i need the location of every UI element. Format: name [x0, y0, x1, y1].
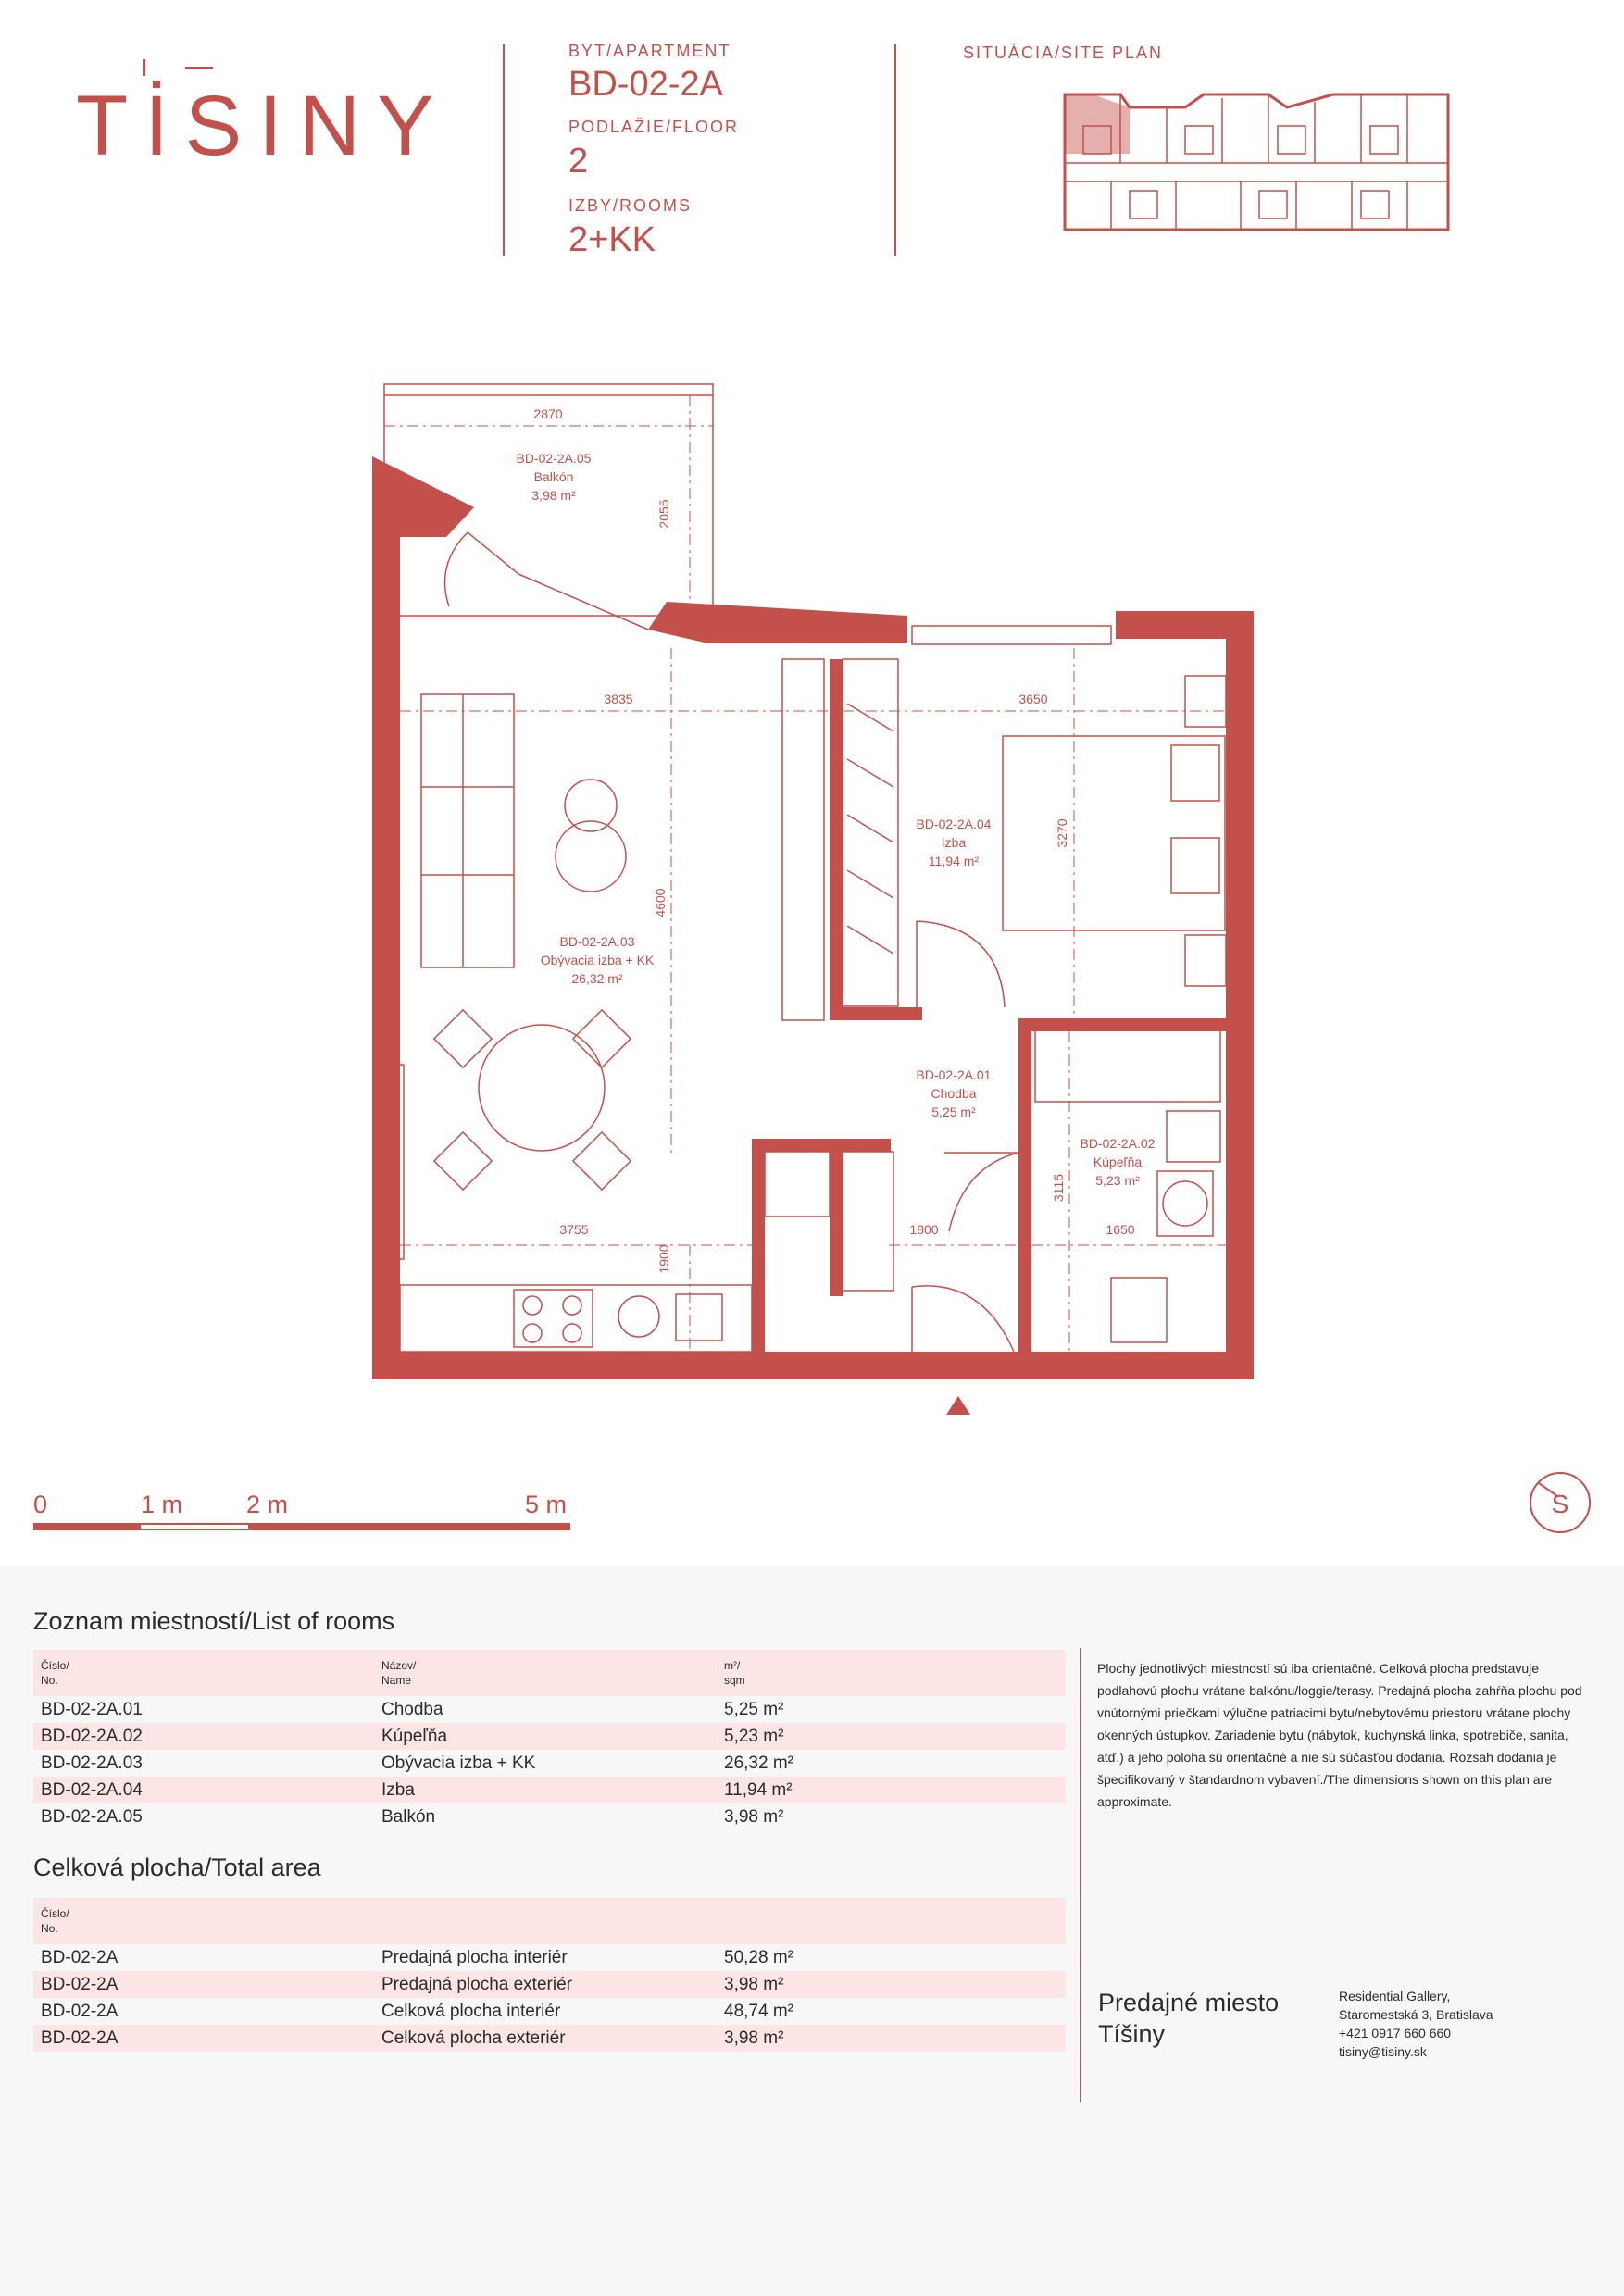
room-code: BD-02-2A.01	[916, 1067, 992, 1082]
scale-label: 0	[33, 1491, 48, 1518]
room-area: 26,32 m²	[571, 971, 623, 986]
cell-no: BD-02-2A.05	[41, 1807, 143, 1827]
dimension-label: 1800	[909, 1222, 939, 1237]
cell-no: BD-02-2A	[41, 2002, 119, 2021]
cell-name: Celková plocha exteriér	[381, 2028, 566, 2048]
cell-no: BD-02-2A	[41, 1975, 119, 1994]
cell-area: 26,32 m²	[724, 1753, 793, 1773]
nightstand	[1185, 935, 1226, 986]
dimension-label: 3755	[559, 1222, 589, 1237]
wall	[648, 602, 907, 643]
wall	[1226, 611, 1254, 1379]
cell-name: Predajná plocha interiér	[381, 1948, 568, 1967]
table-header	[33, 1650, 1066, 1696]
rooms-value: 2+KK	[568, 220, 656, 259]
room-area: 11,94 m²	[928, 854, 980, 868]
floor-plan	[0, 352, 1624, 1454]
info-divider	[1080, 1648, 1081, 2102]
table-row	[33, 2025, 1066, 2052]
table-row	[33, 1998, 1066, 2025]
cell-name: Predajná plocha exteriér	[381, 1975, 572, 1994]
bathtub	[1035, 1028, 1220, 1102]
dimension-label: 1900	[656, 1244, 671, 1274]
chair	[434, 1132, 492, 1190]
room-name: Kúpeľňa	[1093, 1154, 1143, 1169]
cell-area: 3,98 m²	[724, 2028, 784, 2048]
cell-no: BD-02-2A.03	[41, 1753, 143, 1773]
cell-area: 11,94 m²	[724, 1780, 793, 1800]
cell-name: Chodba	[381, 1700, 443, 1719]
wall	[1018, 1018, 1231, 1031]
cell-name: Obývacia izba + KK	[381, 1753, 536, 1773]
sink	[618, 1296, 659, 1337]
table-row	[33, 1803, 1066, 1830]
dimension-label: 1650	[1106, 1222, 1135, 1237]
address-line: Residential Gallery,	[1339, 1989, 1451, 2003]
entrance-door	[912, 1286, 1014, 1352]
chair	[573, 1132, 631, 1190]
washer	[1167, 1111, 1220, 1162]
cell-name: Celková plocha interiér	[381, 2002, 561, 2021]
wall	[372, 1065, 400, 1379]
coffee-table	[565, 780, 617, 831]
scale-label: 5 m	[525, 1491, 568, 1518]
total-area-table	[33, 1898, 1066, 2052]
scale-label: 1 m	[141, 1491, 183, 1518]
orientation-letter: S	[1551, 1490, 1569, 1518]
cell-name: Balkón	[381, 1807, 436, 1827]
cell-area: 48,74 m²	[724, 2002, 793, 2021]
table-row	[33, 1971, 1066, 1998]
wall	[830, 1007, 922, 1020]
address-line: Staromestská 3, Bratislava	[1339, 2007, 1493, 2022]
table-row	[33, 1750, 1066, 1777]
wall	[372, 1352, 1254, 1379]
wall	[752, 1139, 891, 1152]
dimension-label: 2055	[656, 499, 671, 529]
room-code: BD-02-2A.04	[916, 817, 992, 831]
floor-label: PODLAŽIE/FLOOR	[568, 118, 740, 136]
apartment-value: BD-02-2A	[568, 65, 723, 104]
orientation-badge	[1528, 1470, 1593, 1535]
dimension-label: 2870	[533, 406, 563, 421]
logo-mark	[139, 59, 222, 78]
cell-no: BD-02-2A	[41, 1948, 119, 1967]
dimension-label: 3270	[1055, 818, 1069, 848]
room-area: 5,25 m²	[931, 1104, 976, 1119]
sales-contact	[1339, 1987, 1493, 2061]
table-header	[33, 1898, 1066, 1944]
pillow	[1171, 838, 1219, 893]
cell-area: 5,25 m²	[724, 1700, 784, 1719]
pillow	[1171, 745, 1219, 801]
chair	[434, 1010, 492, 1067]
entrance-arrow	[946, 1396, 970, 1415]
table-row	[33, 1723, 1066, 1750]
dimension-label: 3115	[1051, 1173, 1066, 1203]
cell-area: 50,28 m²	[724, 1948, 793, 1967]
table-row	[33, 1944, 1066, 1971]
nightstand	[1185, 676, 1226, 727]
header-no: Číslo/ No.	[41, 1907, 69, 1935]
room-code: BD-02-2A.05	[516, 451, 592, 466]
site-plan-label: SITUÁCIA/SITE PLAN	[963, 44, 1164, 62]
dimension-label: 4600	[653, 888, 668, 917]
room-name: Obývacia izba + KK	[540, 953, 655, 967]
email-link[interactable]: tisiny@tisiny.sk	[1339, 2044, 1427, 2059]
rooms-label: IZBY/ROOMS	[568, 196, 693, 215]
bedroom-door	[917, 921, 1005, 1007]
rooms-list-title: Zoznam miestností/List of rooms	[33, 1607, 395, 1635]
sales-title-line: Predajné miesto	[1098, 1989, 1280, 2016]
room-name: Izba	[941, 835, 967, 850]
storage	[765, 1152, 830, 1217]
phone-link[interactable]: +421 0917 660 660	[1339, 2026, 1452, 2040]
wall	[830, 659, 843, 1020]
header-no: Číslo/ No.	[41, 1659, 69, 1687]
disclaimer-note: Plochy jednotlivých miestností sú iba orientačné. Celková plocha predstavuje podlahovú plochu vrátane balkónu/loggie/terasy. Predajná plocha zahŕňa plochu pod vnútornými priečkami výlučne patriacimi bytu/nebytovému priestoru vrátane plochy okenných ústupkov. Zariadenie bytu (nábytok, kuchynská linka, spotrebiče, sanita, atď.) a jeho poloha sú orientačné a nie sú súčasťou dodania. Rozsah dodania je špecifikovaný v štandardnom vybavení./The dimensions shown on this plan are approximate.	[1097, 1661, 1582, 1809]
room-area: 5,23 m²	[1095, 1173, 1140, 1188]
header-name: Názov/ Name	[381, 1659, 417, 1687]
table-row	[33, 1777, 1066, 1803]
scale-label: 2 m	[246, 1491, 289, 1518]
room-name: Balkón	[533, 469, 574, 484]
cell-no: BD-02-2A.01	[41, 1700, 143, 1719]
window	[912, 626, 1111, 644]
apartment-label: BYT/APARTMENT	[568, 42, 731, 60]
wall	[1018, 1018, 1031, 1352]
dining-table	[479, 1025, 605, 1151]
floor-value: 2	[568, 142, 589, 181]
bathroom-door	[944, 1153, 1018, 1231]
cell-area: 3,98 m²	[724, 1975, 784, 1994]
sofa	[421, 694, 514, 967]
sales-title-line: Tíšiny	[1098, 2020, 1166, 2048]
wall	[752, 1139, 765, 1352]
header-divider	[503, 44, 505, 256]
table-row	[33, 1696, 1066, 1723]
room-code: BD-02-2A.03	[559, 934, 635, 949]
room-name: Chodba	[931, 1086, 977, 1101]
cell-area: 5,23 m²	[724, 1727, 784, 1746]
rooms-table	[33, 1650, 1066, 1830]
total-area-title: Celková plocha/Total area	[33, 1853, 321, 1881]
wall	[830, 1139, 843, 1296]
balcony-door	[518, 574, 648, 630]
wall	[1116, 611, 1254, 639]
site-plan-diagram	[1056, 89, 1454, 237]
cell-no: BD-02-2A.02	[41, 1727, 143, 1746]
cell-area: 3,98 m²	[724, 1807, 784, 1827]
scale-bar	[33, 1523, 570, 1532]
brand-logo: TİSINY	[76, 79, 451, 173]
balcony-door	[445, 532, 519, 606]
bed	[1003, 736, 1225, 930]
dimension-label: 3650	[1018, 692, 1048, 706]
dimension-label: 3835	[604, 692, 633, 706]
room-area: 3,98 m²	[531, 488, 576, 503]
cell-no: BD-02-2A.04	[41, 1780, 143, 1800]
cell-name: Kúpeľňa	[381, 1727, 448, 1746]
room-code: BD-02-2A.02	[1080, 1136, 1156, 1151]
toilet	[1111, 1278, 1167, 1342]
header-sqm: m²/ sqm	[724, 1659, 745, 1687]
cell-name: Izba	[381, 1780, 415, 1800]
header-divider	[894, 44, 896, 256]
sink	[676, 1294, 722, 1341]
sales-point-title	[1098, 1987, 1279, 2050]
storage	[843, 1152, 893, 1291]
tall-cabinet	[782, 659, 824, 1020]
cell-no: BD-02-2A	[41, 2028, 119, 2048]
